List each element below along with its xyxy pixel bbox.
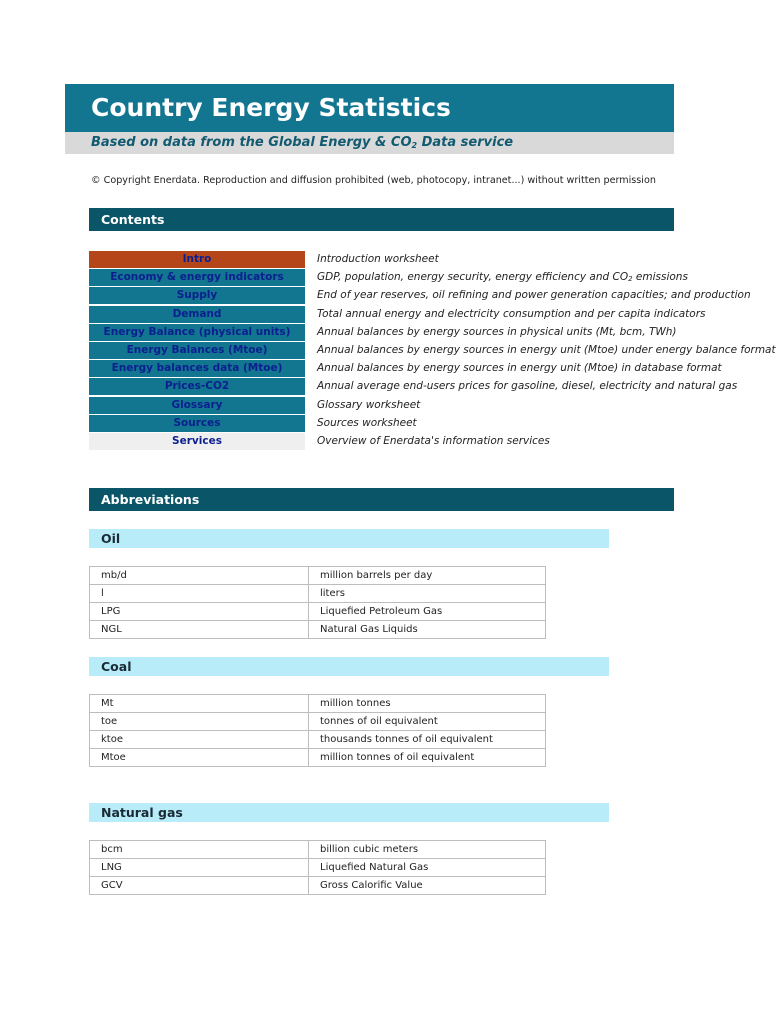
table-row	[90, 713, 546, 731]
abbr-cell: ktoe	[90, 731, 309, 749]
meaning-cell: million tonnes of oil equivalent	[309, 749, 546, 767]
subtitle-subscript: 2	[411, 141, 418, 150]
subtitle-text: Based on data from the Global Energy & CO	[91, 135, 412, 150]
contents-descriptions	[317, 251, 776, 451]
meaning-cell: liters	[309, 585, 546, 603]
page-title: Country Energy Statistics	[65, 84, 674, 132]
table-row	[90, 749, 546, 767]
meaning-cell: thousands tonnes of oil equivalent	[309, 731, 546, 749]
abbr-cell: Mtoe	[90, 749, 309, 767]
category-coal: Coal	[89, 657, 609, 676]
category-oil: Oil	[89, 529, 609, 548]
page-subtitle	[65, 132, 674, 154]
category-natural-gas: Natural gas	[89, 803, 609, 822]
menu-desc-prices-co2: Annual average end-users prices for gasoline, diesel, electricity and natural gas	[317, 380, 738, 393]
menu-link-sources[interactable]: Sources	[89, 415, 305, 432]
subtitle-text-end: Data service	[417, 135, 514, 150]
abbr-cell: NGL	[90, 621, 309, 639]
contents-heading: Contents	[89, 208, 674, 231]
table-row	[90, 621, 546, 639]
menu-link-demand[interactable]: Demand	[89, 306, 305, 323]
meaning-cell: Liquefied Natural Gas	[309, 859, 546, 877]
abbr-cell: LNG	[90, 859, 309, 877]
meaning-cell: million tonnes	[309, 695, 546, 713]
coal-abbreviation-table	[89, 694, 546, 767]
meaning-cell: Gross Calorific Value	[309, 877, 546, 895]
table-row	[90, 841, 546, 859]
menu-desc-economy-text-end: emissions	[632, 271, 688, 284]
menu-desc-glossary: Glossary worksheet	[317, 398, 421, 411]
menu-desc-energy-balances-data: Annual balances by energy sources in energy unit (Mtoe) in database format	[317, 362, 722, 375]
menu-link-energy-balances-data[interactable]: Energy balances data (Mtoe)	[89, 360, 305, 377]
table-row	[90, 695, 546, 713]
abbr-cell: mb/d	[90, 567, 309, 585]
table-row	[90, 877, 546, 895]
menu-desc-demand: Total annual energy and electricity consumption and per capita indicators	[317, 307, 706, 320]
copyright-notice: © Copyright Enerdata. Reproduction and diffusion prohibited (web, photocopy, intranet...) without written permission	[91, 175, 656, 186]
table-row	[90, 603, 546, 621]
table-row	[90, 731, 546, 749]
meaning-cell: Natural Gas Liquids	[309, 621, 546, 639]
table-row	[90, 567, 546, 585]
abbreviations-heading: Abbreviations	[89, 488, 674, 511]
meaning-cell: tonnes of oil equivalent	[309, 713, 546, 731]
menu-link-economy[interactable]: Economy & energy indicators	[89, 269, 305, 286]
abbr-cell: LPG	[90, 603, 309, 621]
meaning-cell: million barrels per day	[309, 567, 546, 585]
menu-desc-sources: Sources worksheet	[317, 416, 417, 429]
abbr-cell: l	[90, 585, 309, 603]
menu-desc-economy	[317, 269, 776, 286]
table-row	[90, 585, 546, 603]
gas-abbreviation-table	[89, 840, 546, 895]
meaning-cell: Liquefied Petroleum Gas	[309, 603, 546, 621]
menu-desc-economy-text: GDP, population, energy security, energy efficiency and CO	[317, 271, 629, 284]
oil-abbreviation-table	[89, 566, 546, 639]
menu-link-intro[interactable]: Intro	[89, 251, 305, 268]
abbr-cell: bcm	[90, 841, 309, 859]
menu-desc-economy-subscript: 2	[628, 275, 633, 284]
abbr-cell: GCV	[90, 877, 309, 895]
menu-link-supply[interactable]: Supply	[89, 287, 305, 304]
abbr-cell: toe	[90, 713, 309, 731]
menu-desc-services: Overview of Enerdata's information services	[317, 434, 550, 447]
menu-link-glossary[interactable]: Glossary	[89, 397, 305, 414]
menu-link-services[interactable]: Services	[89, 433, 305, 450]
table-row	[90, 859, 546, 877]
menu-link-prices-co2[interactable]: Prices-CO2	[89, 378, 305, 395]
contents-menu	[89, 251, 305, 451]
menu-desc-energy-balance-physical: Annual balances by energy sources in physical units (Mt, bcm, TWh)	[317, 325, 677, 338]
menu-link-energy-balances-mtoe[interactable]: Energy Balances (Mtoe)	[89, 342, 305, 359]
abbr-cell: Mt	[90, 695, 309, 713]
meaning-cell: billion cubic meters	[309, 841, 546, 859]
menu-link-energy-balance-physical[interactable]: Energy Balance (physical units)	[89, 324, 305, 341]
menu-desc-energy-balances-mtoe: Annual balances by energy sources in energy unit (Mtoe) under energy balance format	[317, 343, 776, 356]
menu-desc-supply: End of year reserves, oil refining and power generation capacities; and production	[317, 289, 751, 302]
menu-desc-intro: Introduction worksheet	[317, 253, 439, 265]
